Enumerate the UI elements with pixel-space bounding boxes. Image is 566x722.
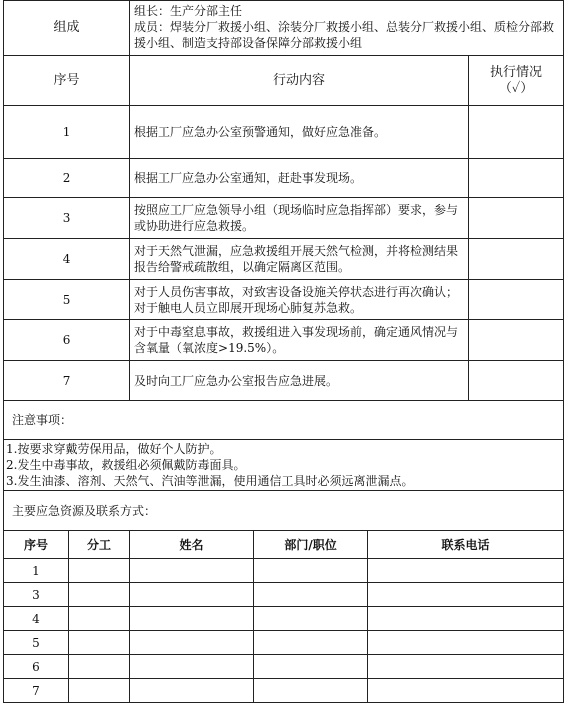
action-status-cell[interactable]	[469, 159, 564, 198]
resources-header-name: 姓名	[130, 531, 254, 559]
resource-row	[4, 679, 564, 703]
note-item: 1.按要求穿戴劳保用品，做好个人防护。	[6, 442, 222, 456]
note-item: 2.发生中毒事故，救援组必须佩戴防毒面具。	[6, 458, 246, 472]
group-content	[130, 1, 564, 56]
resource-no: 5	[4, 631, 69, 655]
action-status-cell[interactable]	[469, 198, 564, 239]
resource-dept-cell[interactable]	[254, 607, 368, 631]
action-content: 根据工厂应急办公室通知，赶赴事发现场。	[130, 159, 469, 198]
resources-header-no: 序号	[4, 531, 69, 559]
resource-phone-cell[interactable]	[368, 607, 564, 631]
resource-role-cell[interactable]	[69, 559, 130, 583]
resource-phone-cell[interactable]	[368, 631, 564, 655]
action-row	[4, 106, 564, 159]
resource-dept-cell[interactable]	[254, 583, 368, 607]
action-content: 对于人员伤害事故，对致害设备设施关停状态进行再次确认；对于触电人员立即展开现场心肺复苏急救。	[130, 280, 469, 320]
form-table	[3, 0, 564, 703]
resource-no: 3	[4, 583, 69, 607]
resource-row	[4, 583, 564, 607]
resource-row	[4, 559, 564, 583]
resource-role-cell[interactable]	[69, 583, 130, 607]
resource-name-cell[interactable]	[130, 607, 254, 631]
action-content: 按照应工厂应急领导小组（现场临时应急指挥部）要求，参与或协助进行应急救援。	[130, 198, 469, 239]
resources-header-phone: 联系电话	[368, 531, 564, 559]
group-members: 成员：焊装分厂救援小组、涂装分厂救援小组、总装分厂救援小组、质检分部救援小组、制造支持部设备保障分部救援小组	[134, 20, 555, 50]
action-row	[4, 159, 564, 198]
resource-phone-cell[interactable]	[368, 583, 564, 607]
resource-dept-cell[interactable]	[254, 679, 368, 703]
notes-list-row	[4, 440, 564, 491]
action-header-status: 执行情况（✓）	[469, 56, 564, 106]
resources-header-role: 分工	[69, 531, 130, 559]
action-header-content: 行动内容	[130, 56, 469, 106]
action-status-cell[interactable]	[469, 239, 564, 280]
resource-no: 1	[4, 559, 69, 583]
action-no: 1	[4, 106, 130, 159]
resource-role-cell[interactable]	[69, 607, 130, 631]
action-status-cell[interactable]	[469, 280, 564, 320]
resource-dept-cell[interactable]	[254, 655, 368, 679]
action-no: 5	[4, 280, 130, 320]
resources-title: 主要应急资源及联系方式：	[4, 491, 564, 531]
action-no: 4	[4, 239, 130, 280]
action-status-cell[interactable]	[469, 320, 564, 361]
resource-role-cell[interactable]	[69, 679, 130, 703]
resource-no: 6	[4, 655, 69, 679]
notes-title: 注意事项：	[4, 401, 564, 440]
action-content: 根据工厂应急办公室预警通知，做好应急准备。	[130, 106, 469, 159]
action-row	[4, 320, 564, 361]
resource-name-cell[interactable]	[130, 679, 254, 703]
resource-row	[4, 655, 564, 679]
resource-role-cell[interactable]	[69, 655, 130, 679]
resource-name-cell[interactable]	[130, 583, 254, 607]
notes-list	[4, 440, 564, 491]
notes-title-row	[4, 401, 564, 440]
group-leader: 组长：生产分部主任	[134, 4, 243, 18]
resources-title-row	[4, 491, 564, 531]
resources-header-dept: 部门/职位	[254, 531, 368, 559]
resource-row	[4, 631, 564, 655]
note-item: 3.发生油漆、溶剂、天然气、汽油等泄漏，使用通信工具时必须远离泄漏点。	[6, 474, 414, 488]
action-no: 6	[4, 320, 130, 361]
action-status-cell[interactable]	[469, 106, 564, 159]
resource-name-cell[interactable]	[130, 631, 254, 655]
resource-role-cell[interactable]	[69, 631, 130, 655]
group-label: 组成	[4, 1, 130, 56]
resource-no: 4	[4, 607, 69, 631]
action-header-no: 序号	[4, 56, 130, 106]
resource-name-cell[interactable]	[130, 559, 254, 583]
emergency-response-form	[3, 0, 563, 703]
action-no: 7	[4, 361, 130, 401]
resource-row	[4, 607, 564, 631]
resource-dept-cell[interactable]	[254, 631, 368, 655]
action-content: 对于中毒窒息事故，救援组进入事发现场前，确定通风情况与含氧量（氧浓度>19.5%）。	[130, 320, 469, 361]
action-content: 及时向工厂应急办公室报告应急进展。	[130, 361, 469, 401]
resource-phone-cell[interactable]	[368, 655, 564, 679]
resource-phone-cell[interactable]	[368, 679, 564, 703]
action-row	[4, 361, 564, 401]
action-row	[4, 280, 564, 320]
action-no: 3	[4, 198, 130, 239]
resource-no: 7	[4, 679, 69, 703]
action-row	[4, 198, 564, 239]
resource-dept-cell[interactable]	[254, 559, 368, 583]
action-status-cell[interactable]	[469, 361, 564, 401]
group-row	[4, 1, 564, 56]
action-row	[4, 239, 564, 280]
action-header-row	[4, 56, 564, 106]
resources-header-row	[4, 531, 564, 559]
action-no: 2	[4, 159, 130, 198]
action-content: 对于天然气泄漏，应急救援组开展天然气检测，并将检测结果报告给警戒疏散组，以确定隔离区范围。	[130, 239, 469, 280]
resource-phone-cell[interactable]	[368, 559, 564, 583]
resource-name-cell[interactable]	[130, 655, 254, 679]
